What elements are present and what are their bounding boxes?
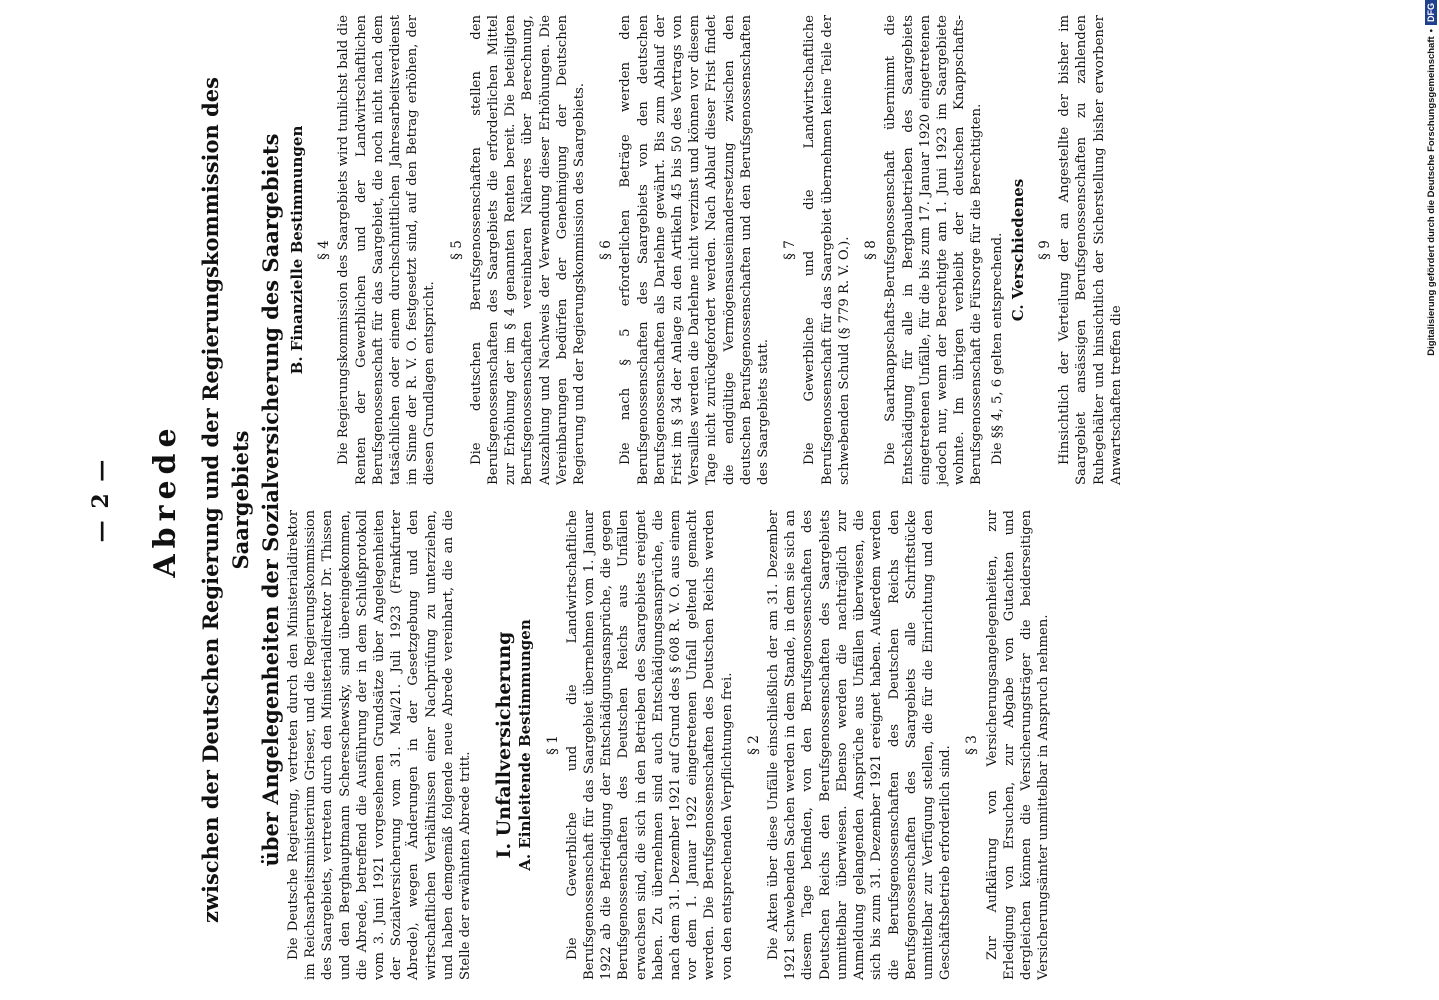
paragraph-4-heading: § 4 [316,240,333,260]
left-column [285,510,1055,980]
paragraph-9-text: Hinsichtlich der Verteilung der an Angestellte der bisher im Saargebiet ansässigen Berufsgenossenschaften zu zahlenden Ruhegehälter und hinsichtlich der Sicherstellung bisher erworbener Anwartschaften treffen die [1057,15,1124,485]
paragraph-9-heading: § 9 [1036,240,1053,260]
paragraph-7-text: Die Gewerbliche und die Landwirtschaftliche Berufsgenossenschaft für das Saargebiet übernehmen keine Teile der schwebenden Schuld (§ 779 R. V. O.). [802,15,852,485]
paragraph-2-heading: § 2 [745,735,762,755]
paragraph-8-text: Die Saarknappschafts-Berufsgenossenschaft übernimmt die Entschädigung für alle in Bergbaubetrieben des Saargebiets eingetretenen Unfälle, für die bis zum 17. Januar 1920 eingetretenen jedoch nur, wenn der Berechtigte am 1. Juni 1923 im Saargebiete wohnte. Im übrigen verbleibt der deutschen Knappschafts-Berufsgenossenschaft die Fürsorge für die Berechtigten. [883,15,985,485]
paragraph-6-heading: § 6 [598,240,615,260]
intro-paragraph: Die Deutsche Regierung, vertreten durch den Ministerialdirektor im Reichsarbeitsministerium Grieser, und die Regierungskommission des Saargebiets, vertreten durch den Ministerialdirektor Dr. Thissen und den Berghauptmann Schereschewsky, sind übereingekommen, die Abrede, betreffend die Ausführung der in dem Schlußprotokoll vom 3. Juni 1921 vorgesehenen Grundsätze über Angelegenheiten der Sozialversicherung vom 31. Mai/21. Juli 1923 (Frankfurter Abrede), wegen Änderungen in der Gesetzgebung und den wirtschaftlichen Verhältnissen einer Nachprüfung zu unterziehen, und haben demgemäß folgende neue Abrede vereinbart, die an die Stelle der erwähnten Abrede tritt. [286,510,474,980]
document-subtitle [196,20,286,980]
paragraph-3-text: Zur Aufklärung von Versicherungsangelegenheiten, zur Erledigung von Ersuchen, zur Abgabe von Gutachten und dergleichen können die Versicherungsträger die beiderseitigen Versicherungsämter unmittelbar in Anspruch nehmen. [984,510,1052,980]
paragraph-5-text: Die deutschen Berufsgenossenschaften stellen den Berufsgenossenschaften des Saargebiets die erforderlichen Mittel zur Erhöhung der im § 4 genannten Renten bereit. Die beteiligten Berufsgenossenschaften vereinbaren Näheres über Berechnung, Auszahlung und Nachweis der Verwendung dieser Erhöhungen. Die Vereinbarungen bedürfen der Genehmigung der Deutschen Regierung und der Regierungskommission des Saargebiets. [468,15,588,485]
page-number: — 2 — [88,457,114,543]
paragraph-8-text-2: Die §§ 4, 5, 6 gelten entsprechend. [989,232,1005,465]
paragraph-5-heading: § 5 [448,240,465,260]
paragraph-7-heading: § 7 [782,240,799,260]
section-heading-A: A. Einleitende Bestimmungen [516,619,535,871]
paragraph-1-text: Die Gewerbliche und die Landwirtschaftliche Berufsgenossenschaft für das Saargebiet übernehmen vom 1. Januar 1922 ab die Befriedigung der Entschädigungsansprüche, die gegen Berufsgenossenschaften des Deutschen Reichs aus Unfällen erwachsen sind, die sich in den Betrieben des Saargebiets ereignet haben. Zu übernehmen sind auch Entschädigungsansprüche, die nach dem 31. Dezember 1921 auf Grund des § 608 R. V. O. aus einem vor dem 1. Januar 1922 eingetretenen Unfall geltend gemacht werden. Die Berufsgenossenschaften des Deutschen Reichs werden von den entsprechenden Verpflichtungen frei. [564,510,735,980]
dfg-logo: DFG [1425,0,1437,25]
scanned-page [20,15,1370,980]
paragraph-6-text: Die nach § 5 erforderlichen Beträge werden den Berufsgenossenschaften des Saargebiets von den deutschen Berufsgenossenschaften als Darlehne gewährt. Bis zum Ablauf der Frist im § 34 der Anlage zu den Artikeln 45 bis 50 des Vertrags von Versailles werden die Darlehne nicht verzinst und können vor diesem Tage nicht zurückgefordert werden. Nach Ablauf dieser Frist findet die endgültige Vermögensauseinandersetzung zwischen den deutschen Berufsgenossenschaften und den Berufsgenossenschaften des Saargebiets statt. [618,15,772,485]
paragraph-4-text: Die Regierungskommission des Saargebiets wird tunlichst bald die Renten der Gewerblichen und der Landwirtschaftlichen Berufsgenossenschaft für das Saargebiet, die noch nicht nach dem tatsächlichen oder einem durchschnittlichen Jahresarbeitsverdienst im Sinne der R. V. O. festgesetzt sind, auf den Betrag erhöhen, der diesen Grundlagen entspricht. [336,15,438,485]
subtitle-line-1: zwischen der Deutschen Regierung und der Regierungskommission des Saargebiets [198,77,253,923]
section-heading-I: I. Unfallversicherung [493,631,516,859]
paragraph-1-heading: § 1 [544,735,561,755]
subtitle-line-2: über Angelegenheiten der Sozialversicherung des Saargebiets [258,133,283,867]
credit-text: Digitalisierung gefördert durch die Deutsche Forschungsgemeinschaft [1425,36,1437,356]
paragraph-3-heading: § 3 [964,735,981,755]
digitization-credit: Digitalisierung gefördert durch die Deutsche Forschungsgemeinschaft • DFG [1423,0,1439,990]
section-heading-C: C. Verschiedenes [1008,178,1027,322]
document-title: Abrede [148,422,183,578]
section-heading-B: B. Finanzielle Bestimmungen [288,125,306,375]
paragraph-2-text: Die Akten über diese Unfälle einschließlich der am 31. Dezember 1921 schwebenden Sachen werden in dem Stande, in dem sie sich an diesem Tage befinden, von den Berufsgenossenschaften des Deutschen Reichs den Berufsgenossenschaften des Saargebiets unmittelbar überwiesen. Ebenso werden die nachträglich zur Anmeldung gelangenden Ansprüche aus Unfällen überwiesen, die sich bis zum 31. Dezember 1921 ereignet haben. Außerdem werden die Berufsgenossenschaften des Deutschen Reichs den Berufsgenossenschaften des Saargebiets alle Schriftstücke unmittelbar zur Verfügung stellen, die für die Einrichtung und den Geschäftsbetrieb erforderlich sind. [766,510,954,980]
paragraph-8-heading: § 8 [863,240,880,260]
right-column [285,15,1128,485]
